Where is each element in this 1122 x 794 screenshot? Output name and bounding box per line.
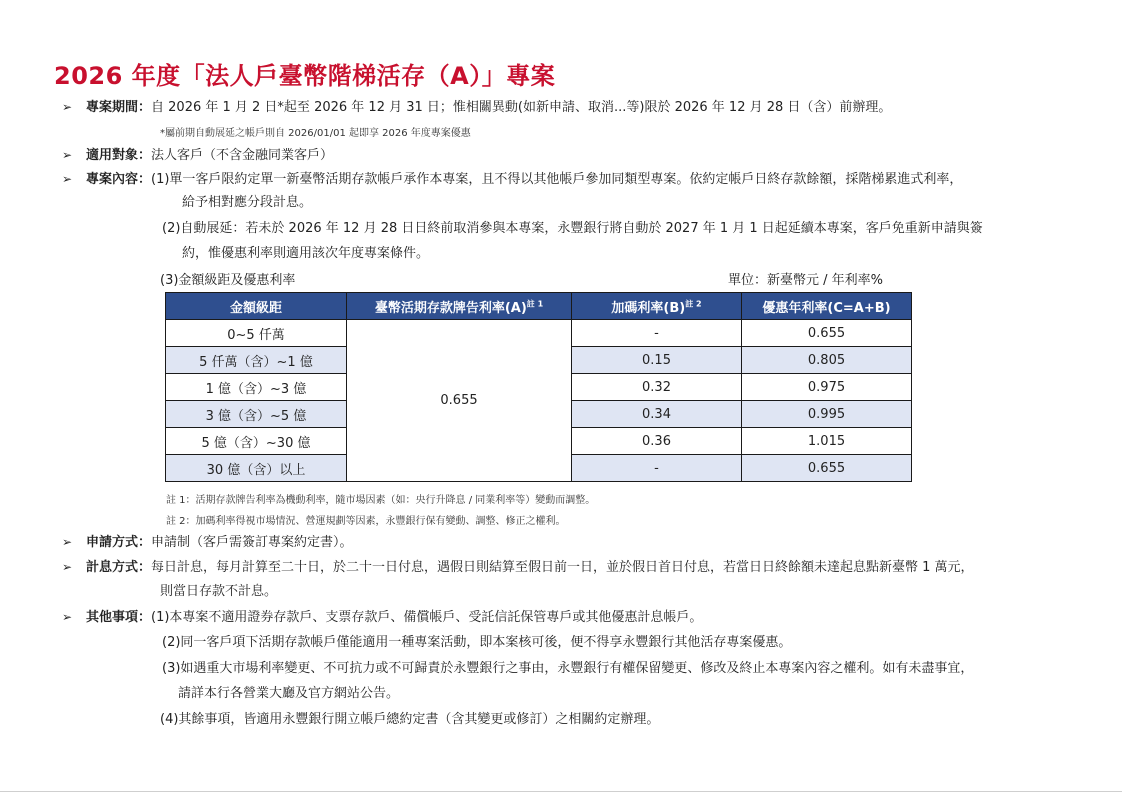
preferential-rate-cell: 0.655 [742, 455, 912, 482]
content-label: 專案內容： [86, 172, 152, 187]
target-label: 適用對象： [86, 148, 152, 163]
extra-rate-cell: - [572, 455, 742, 482]
tier-cell: 1 億（含）~3 億 [166, 374, 347, 401]
interest-line2: 則當日存款不計息。 [160, 584, 278, 599]
other-item1: (1)本專案不適用證券存款戶、支票存款戶、備償帳戶、受託信託保管專戶或其他優惠計息帳戶。 [151, 610, 703, 625]
content-item1-line2: 給予相對應分段計息。 [182, 195, 313, 210]
content-item2-line1: (2)自動展延：若未於 2026 年 12 月 28 日日終前取消參與本專案，永豐銀行將自動於 2027 年 1 月 1 日起延續本專案，客戶免重新申請與簽 [162, 221, 983, 236]
content-item2-line2: 約，惟優惠利率則適用該次年度專案條件。 [182, 246, 430, 261]
project-period [86, 100, 891, 116]
preferential-rate-cell: 0.655 [742, 320, 912, 347]
table-note-2: 註 2：加碼利率得視市場情況、營運規劃等因素，永豐銀行保有變動、調整、修正之權利。 [166, 516, 566, 527]
period-text: 自 2026 年 1 月 2 日*起至 2026 年 12 月 31 日；惟相關異動(如新申請、取消...等)限於 2026 年 12 月 28 日（含）前辦理。 [151, 100, 892, 115]
tier-cell: 0~5 仟萬 [166, 320, 347, 347]
extra-rate-cell: 0.36 [572, 428, 742, 455]
application-method [86, 535, 353, 551]
other-item4: (4)其餘事項，皆適用永豐銀行開立帳戶總約定書（含其變更或修訂）之相關約定辦理。 [160, 712, 660, 727]
preferential-rate-cell: 0.805 [742, 347, 912, 374]
header-extra-rate: 加碼利率$(B)^{註 2}$ [572, 293, 742, 320]
extra-rate-cell: - [572, 320, 742, 347]
table-header-row [166, 293, 912, 320]
target-text: 法人客戶（不含金融同業客戶） [151, 148, 334, 163]
bullet-arrow-icon: ➢ [62, 100, 73, 114]
apply-text: 申請制（客戶需簽訂專案約定書）。 [151, 535, 353, 550]
preferential-rate-cell: 0.975 [742, 374, 912, 401]
bullet-arrow-icon: ➢ [62, 610, 73, 624]
rate-table [165, 292, 912, 482]
bullet-arrow-icon: ➢ [62, 148, 73, 162]
header-base-rate: 臺幣活期存款牌告利率$(A)^{註 1}$ [347, 293, 572, 320]
footnote-2-marker: 註 2 [685, 299, 702, 309]
extra-rate-cell: 0.32 [572, 374, 742, 401]
other-item3-line1: (3)如遇重大市場利率變更、不可抗力或不可歸責於永豐銀行之事由，永豐銀行有權保留變更、修改及終止本專案內容之權利。如有未盡事宜， [162, 661, 974, 676]
apply-label: 申請方式： [86, 535, 152, 550]
tier-cell: 30 億（含）以上 [166, 455, 347, 482]
preferential-rate-cell: 1.015 [742, 428, 912, 455]
eligible-clients [86, 148, 333, 164]
tier-cell: 3 億（含）~5 億 [166, 401, 347, 428]
interest-label: 計息方式： [86, 560, 152, 575]
bullet-arrow-icon: ➢ [62, 172, 73, 186]
period-footnote: *屬前期自動展延之帳戶則自 2026/01/01 起即享 2026 年度專案優惠 [160, 128, 471, 139]
table-note-1: 註 1：活期存款牌告利率為機動利率，隨市場因素（如：央行升降息 / 同業利率等）變動而調整。 [166, 495, 596, 506]
tier-cell: 5 仟萬（含）~1 億 [166, 347, 347, 374]
header-tier: 金額級距 [166, 293, 347, 320]
interest-method [86, 560, 974, 576]
other-item3-line2: 請詳本行各營業大廳及官方網站公告。 [178, 686, 400, 701]
bullet-arrow-icon: ➢ [62, 535, 73, 549]
tier-cell: 5 億（含）~30 億 [166, 428, 347, 455]
footnote-1-marker: 註 1 [526, 299, 544, 309]
extra-rate-cell: 0.15 [572, 347, 742, 374]
table-unit: 單位：新臺幣元 / 年利率% [728, 273, 883, 288]
page-bottom-divider [0, 791, 1122, 792]
other-item2: (2)同一客戶項下活期存款帳戶僅能適用一種專案活動，即本案核可後，便不得享永豐銀行其他活存專案優惠。 [162, 635, 792, 650]
table-row [166, 320, 912, 347]
bullet-arrow-icon: ➢ [62, 560, 73, 574]
header-preferential-rate: 優惠年利率(C=A+B) [742, 293, 912, 320]
content-item1-line1: (1)單一客戶限約定單一新臺幣活期存款帳戶承作本專案，且不得以其他帳戶參加同類型專案。依約定帳戶日終存款餘額，採階梯累進式利率， [151, 172, 963, 187]
page-title: 2026 年度「法人戶臺幣階梯活存（A）」專案 [54, 62, 556, 90]
interest-line1: 每日計息，每月計算至二十日，於二十一日付息，遇假日則結算至假日前一日，並於假日首日付息，若當日日終餘額未達起息點新臺幣 1 萬元， [151, 560, 974, 575]
other-label: 其他事項： [86, 610, 152, 625]
other-terms [86, 610, 702, 626]
content-item3-title: (3)金額級距及優惠利率 [160, 273, 296, 288]
period-label: 專案期間： [86, 100, 152, 115]
content-item-1 [86, 172, 962, 188]
base-rate-cell: 0.655 [347, 320, 572, 482]
extra-rate-cell: 0.34 [572, 401, 742, 428]
preferential-rate-cell: 0.995 [742, 401, 912, 428]
